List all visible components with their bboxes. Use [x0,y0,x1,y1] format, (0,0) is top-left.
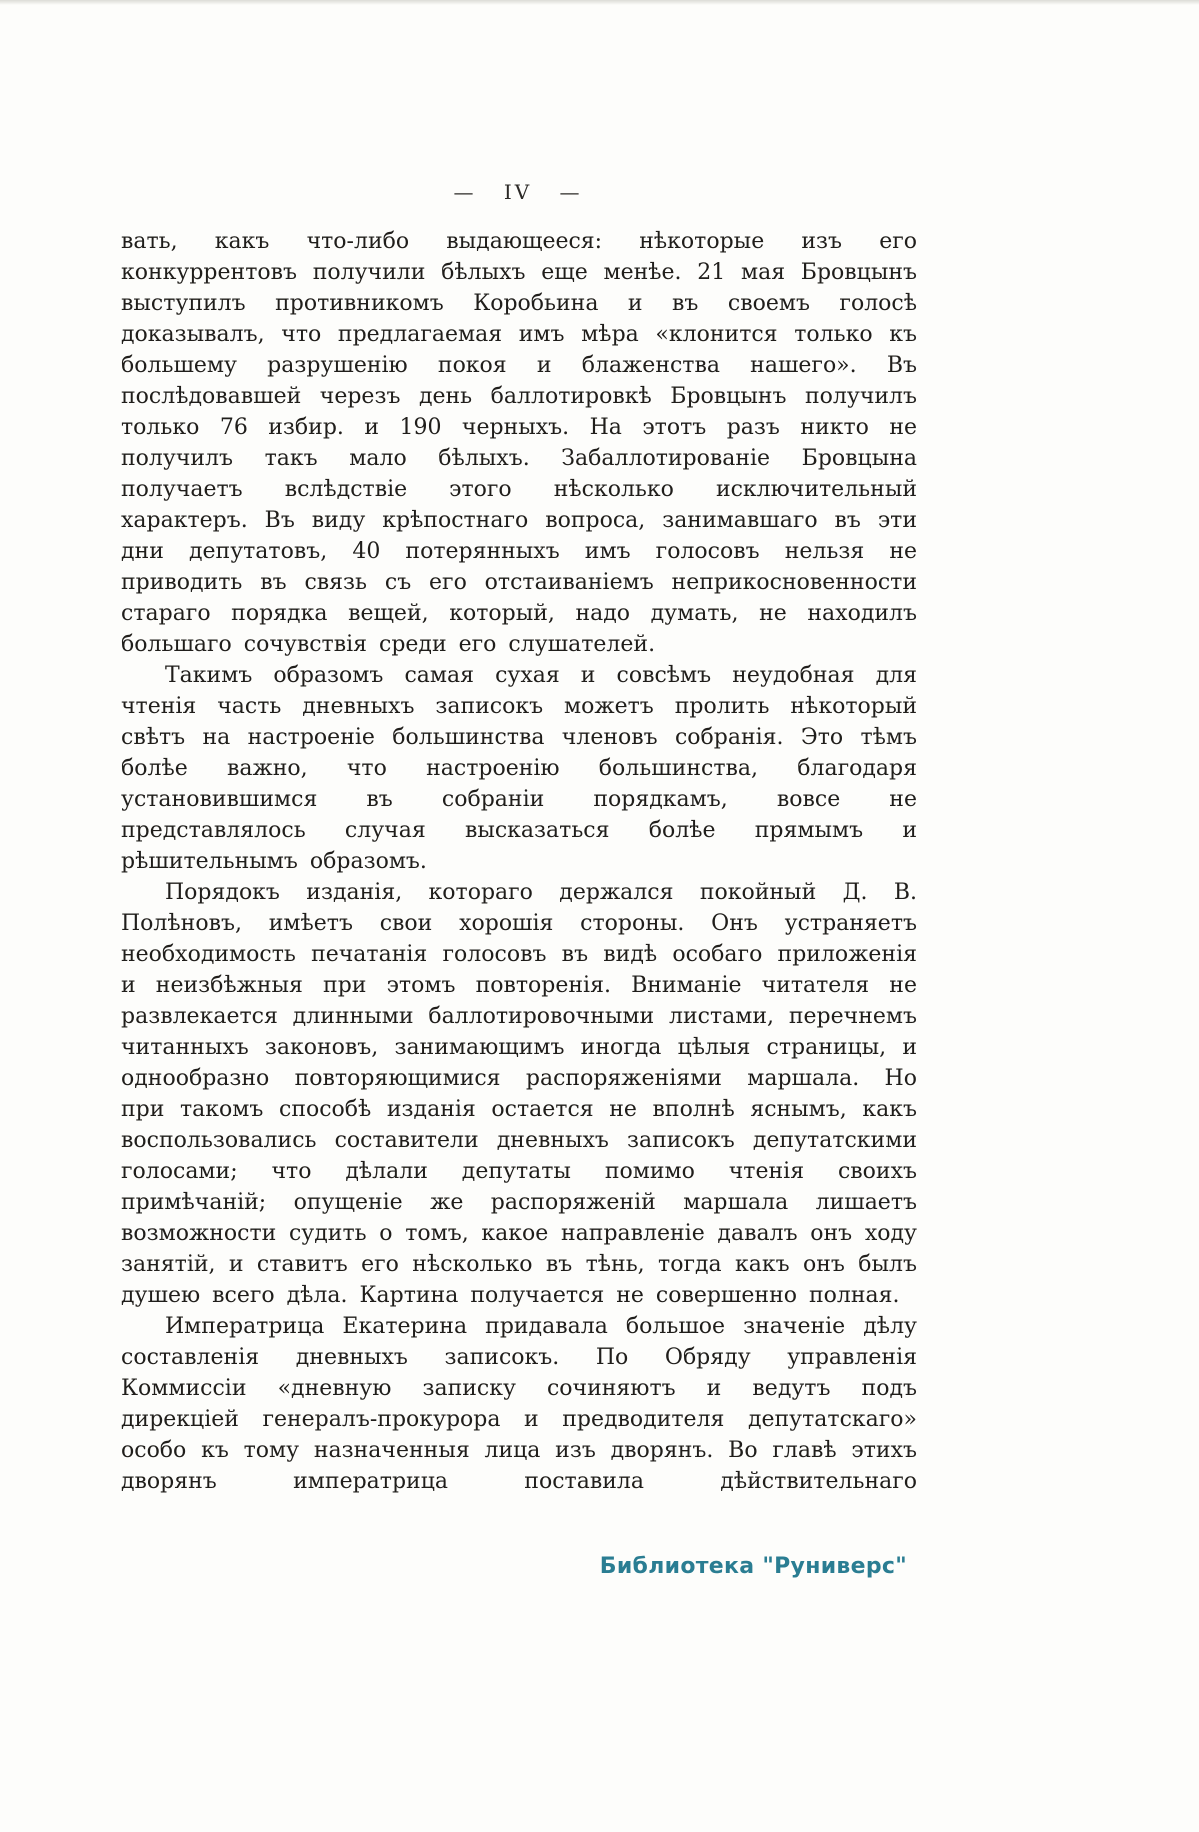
paragraph: вать, какъ что-либо выдающееся: нѣкоторые изъ его конкуррентовъ получили бѣлыхъ еще менѣе. 21 мая Бровцынъ выступилъ противникомъ Коробьина и въ своемъ голосѣ доказывалъ, что предлагаемая имъ мѣра «клонится только къ большему разрушенію покоя и блаженства нашего». Въ послѣдовавшей черезъ день баллотировкѣ Бровцынъ получилъ только 76 избир. и 190 черныхъ. На этотъ разъ никто не получилъ такъ мало бѣлыхъ. Забаллотированіе Бровцына получаетъ вслѣдствіе этого нѣсколько исключительный характеръ. Въ виду крѣпостнаго вопроса, занимавшаго въ эти дни депутатовъ, 40 потерянныхъ имъ голосовъ нельзя не приводить въ связь съ его отстаиваніемъ неприкосновенности стараго порядка вещей, который, надо думать, не находилъ большаго сочувствія среди его слушателей. [121,229,917,657]
paragraph: Императрица Екатерина придавала большое значеніе дѣлу составленія дневныхъ записокъ. По Обряду управленія Коммиссіи «дневную записку сочиняютъ и ведутъ подъ дирекціей генералъ-прокурора и предводителя депутатскаго» особо къ тому назначенныя лица изъ дворянъ. Во главѣ этихъ дворянъ императрица поставила дѣйствительнаго [121,1314,917,1494]
body-text-block [121,226,917,1497]
page-number-header: — IV — [453,180,583,204]
library-watermark: Библиотека "Руниверс" [599,1554,907,1579]
paragraph: Порядокъ изданія, котораго держался покойный Д. В. Полѣновъ, имѣетъ свои хорошія стороны. Онъ устраняетъ необходимость печатанія голосовъ въ видѣ особаго приложенія и неизбѣжныя при этомъ повторенія. Вниманіе читателя не развлекается длинными баллотировочными листами, перечнемъ читанныхъ законовъ, занимающимъ иногда цѣлыя страницы, и однообразно повторяющимися распоряженіями маршала. Но при такомъ способѣ изданія остается не вполнѣ яснымъ, какъ воспользовались составители дневныхъ записокъ депутатскими голосами; что дѣлали депутаты помимо чтенія своихъ примѣчаній; опущеніе же распоряженій маршала лишаетъ возможности судить о томъ, какое направленіе давалъ онъ ходу занятій, и ставитъ его нѣсколько въ тѣнь, тогда какъ онъ былъ душею всего дѣла. Картина получается не совершенно полная. [121,880,917,1308]
scan-edge-shadow [0,0,1199,5]
paragraph: Такимъ образомъ самая сухая и совсѣмъ неудобная для чтенія часть дневныхъ записокъ можетъ пролить нѣкоторый свѣтъ на настроеніе большинства членовъ собранія. Это тѣмъ болѣе важно, что настроенію большинства, благодаря установившимся въ собраніи порядкамъ, вовсе не представлялось случая высказаться болѣе прямымъ и рѣшительнымъ образомъ. [121,663,917,874]
